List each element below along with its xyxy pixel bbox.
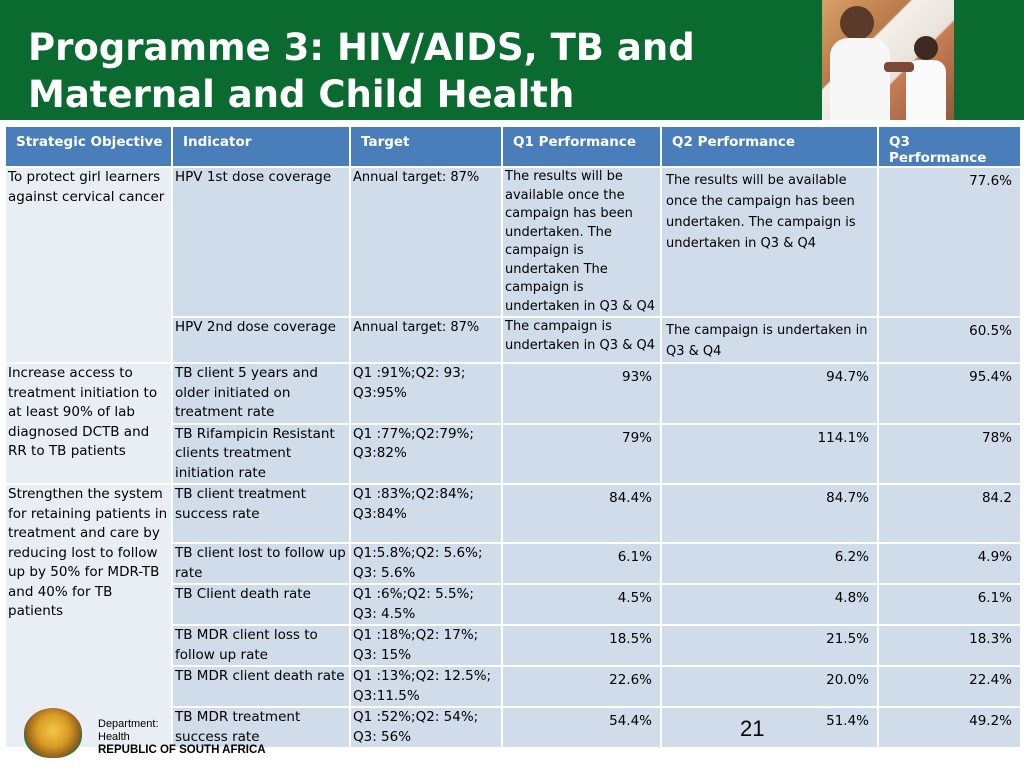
q2-cell: 84.7% <box>662 485 877 542</box>
q3-cell: 49.2% <box>879 708 1020 747</box>
indicator-cell: HPV 1st dose coverage <box>173 168 349 316</box>
target-cell: Q1:5.8%;Q2: 5.6%; Q3: 5.6% <box>351 544 501 583</box>
target-cell: Annual target: 87% <box>351 318 501 362</box>
table-row <box>6 168 1020 316</box>
indicator-cell: TB Rifampicin Resistant clients treatment initiation rate <box>173 425 349 484</box>
strategic-objective-cell: To protect girl learners against cervical cancer <box>6 168 171 362</box>
q2-cell: The results will be available once the campaign has been undertaken. The campaign is undertaken in Q3 & Q4 <box>662 168 877 316</box>
indicator-cell: TB client treatment success rate <box>173 485 349 542</box>
header-q3-performance: Q3 Performance <box>879 127 1020 166</box>
target-cell: Q1 :6%;Q2: 5.5%; Q3: 4.5% <box>351 585 501 624</box>
page-title-line2: Maternal and Child Health <box>28 73 575 116</box>
q1-cell: 4.5% <box>503 585 660 624</box>
header-q2-performance: Q2 Performance <box>662 127 877 166</box>
indicator-cell: TB MDR client death rate <box>173 667 349 706</box>
q1-cell: 79% <box>503 425 660 484</box>
q2-cell: 51.4% <box>662 708 877 747</box>
department-logo-text <box>98 718 266 757</box>
q2-cell: 114.1% <box>662 425 877 484</box>
target-cell: Q1 :13%;Q2: 12.5%; Q3:11.5% <box>351 667 501 706</box>
q3-cell: 22.4% <box>879 667 1020 706</box>
q2-cell: 94.7% <box>662 364 877 423</box>
department-label: Department: <box>98 718 159 730</box>
q1-cell: 93% <box>503 364 660 423</box>
indicator-cell: HPV 2nd dose coverage <box>173 318 349 362</box>
target-cell: Q1 :91%;Q2: 93; Q3:95% <box>351 364 501 423</box>
q1-cell: 84.4% <box>503 485 660 542</box>
header-indicator: Indicator <box>173 127 349 166</box>
target-cell: Q1 :18%;Q2: 17%; Q3: 15% <box>351 626 501 665</box>
q1-cell: 6.1% <box>503 544 660 583</box>
q2-cell: 21.5% <box>662 626 877 665</box>
q3-cell: 77.6% <box>879 168 1020 316</box>
indicator-cell: TB client lost to follow up rate <box>173 544 349 583</box>
q3-cell: 6.1% <box>879 585 1020 624</box>
page-title-line1: Programme 3: HIV/AIDS, TB and <box>28 26 695 69</box>
table-row <box>6 364 1020 423</box>
q3-cell: 84.2 <box>879 485 1020 542</box>
q1-cell: The results will be available once the campaign has been undertaken. The campaign is undertaken The campaign is undertaken in Q3 & Q4 <box>503 168 660 316</box>
header-strategic-objective: Strategic Objective <box>6 127 171 166</box>
q1-cell: The campaign is undertaken in Q3 & Q4 <box>503 318 660 362</box>
indicator-cell: TB Client death rate <box>173 585 349 624</box>
q2-cell: 6.2% <box>662 544 877 583</box>
q2-cell: The campaign is undertaken in Q3 & Q4 <box>662 318 877 362</box>
nurse-children-photo <box>822 0 954 120</box>
q2-cell: 20.0% <box>662 667 877 706</box>
indicator-cell: TB MDR client loss to follow up rate <box>173 626 349 665</box>
q1-cell: 54.4% <box>503 708 660 747</box>
country-name: REPUBLIC OF SOUTH AFRICA <box>98 744 266 756</box>
header-banner <box>0 0 1024 120</box>
target-cell: Q1 :83%;Q2:84%; Q3:84% <box>351 485 501 542</box>
coat-of-arms-icon <box>24 708 82 758</box>
strategic-objective-cell: Strengthen the system for retaining patients in treatment and care by reducing lost to follow up by 50% for MDR-TB and 40% for TB patients <box>6 485 171 747</box>
q3-cell: 60.5% <box>879 318 1020 362</box>
table-row <box>6 485 1020 542</box>
target-cell: Q1 :52%;Q2: 54%; Q3: 56% <box>351 708 501 747</box>
target-cell: Annual target: 87% <box>351 168 501 316</box>
page-title <box>28 24 788 118</box>
indicator-cell: TB MDR treatment success rate <box>173 708 349 747</box>
header-target: Target <box>351 127 501 166</box>
indicator-cell: TB client 5 years and older initiated on treatment rate <box>173 364 349 423</box>
q3-cell: 18.3% <box>879 626 1020 665</box>
photo-figure <box>840 6 874 40</box>
header-q1-performance: Q1 Performance <box>503 127 660 166</box>
page-number: 21 <box>740 716 765 741</box>
q1-cell: 22.6% <box>503 667 660 706</box>
q2-cell: 4.8% <box>662 585 877 624</box>
q3-cell: 4.9% <box>879 544 1020 583</box>
target-cell: Q1 :77%;Q2:79%; Q3:82% <box>351 425 501 484</box>
q1-cell: 18.5% <box>503 626 660 665</box>
department-name: Health <box>98 731 130 743</box>
table-header-row <box>6 127 1020 166</box>
strategic-objective-cell: Increase access to treatment initiation to at least 90% of lab diagnosed DCTB and RR to TB patients <box>6 364 171 483</box>
q3-cell: 78% <box>879 425 1020 484</box>
photo-figure <box>914 36 938 60</box>
photo-figure <box>830 38 890 120</box>
q3-cell: 95.4% <box>879 364 1020 423</box>
photo-figure <box>884 62 914 72</box>
performance-table <box>4 125 1022 749</box>
